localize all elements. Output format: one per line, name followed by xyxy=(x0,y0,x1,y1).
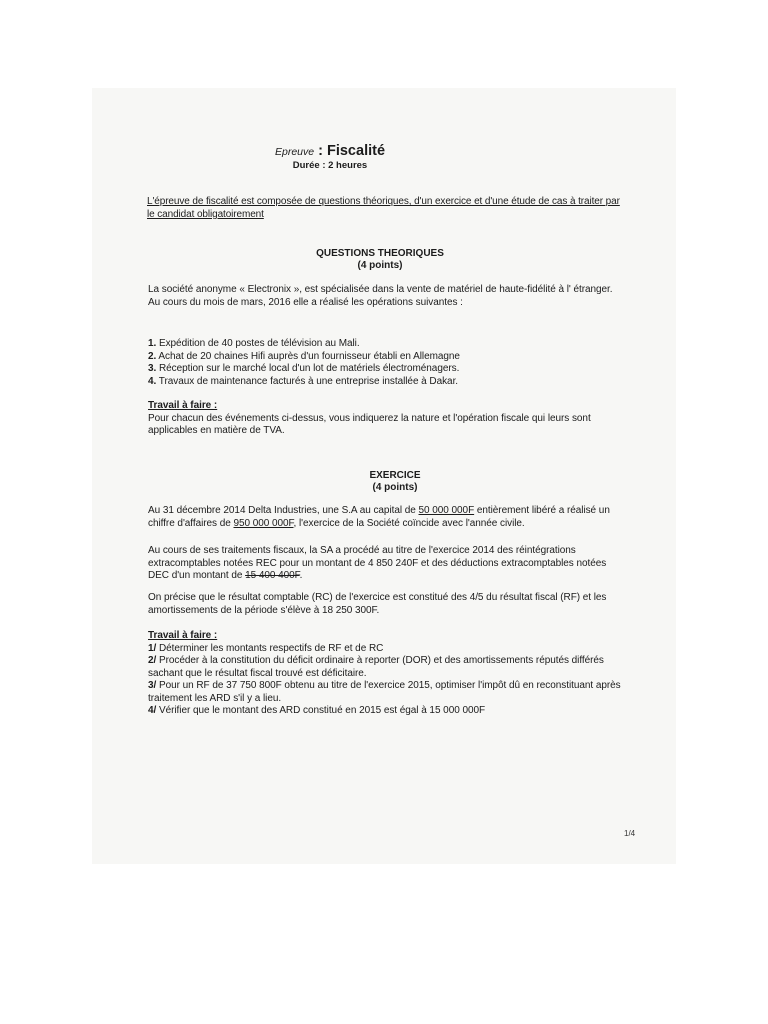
title-separator: : xyxy=(314,143,327,159)
task-number: 2/ xyxy=(148,655,157,666)
list-item-number: 1. xyxy=(148,338,157,349)
list-item-text: Travaux de maintenance facturés à une entreprise installée à Dakar. xyxy=(156,375,459,387)
exercise-p1-text-c: , l'exercice de la Société coïncide avec l'année civile. xyxy=(293,517,525,529)
list-item-text: Réception sur le marché local d'un lot de matériels électroménagers. xyxy=(156,363,460,374)
title-subject: Fiscalité xyxy=(326,143,386,159)
exercise-work-title: Travail à faire : xyxy=(148,630,218,641)
exercise-work-block xyxy=(148,630,622,718)
questions-heading: QUESTIONS THEORIQUES xyxy=(316,248,444,259)
list-item-number: 2. xyxy=(148,350,157,362)
questions-work-block xyxy=(148,400,618,438)
task-text: Vérifier que le montant des ARD constitué en 2015 est égal à 15 000 000F xyxy=(156,705,486,716)
turnover-amount: 950 000 000F xyxy=(233,517,294,529)
list-item-text: Expédition de 40 postes de télévision au Mali. xyxy=(156,338,360,349)
list-item xyxy=(148,338,628,351)
questions-body xyxy=(148,284,620,309)
task-number: 4/ xyxy=(148,705,157,716)
list-item xyxy=(148,351,628,364)
exercise-p1-text-b: entièrement libéré a réalisé un chiffre d'affaires de xyxy=(148,505,610,529)
operations-list-block xyxy=(148,338,628,388)
exercise-heading: EXERCICE xyxy=(369,470,421,481)
questions-work-text: Pour chacun des événements ci-dessus, vous indiquerez la nature et l'opération fiscale qui leurs sont applicables en matière de TVA. xyxy=(148,412,591,436)
list-item-number: 3. xyxy=(148,363,157,374)
task-text: Pour un RF de 37 750 800F obtenu au titre de l'exercice 2015, optimiser l'impôt dû en reconstituant après traitement les ARD s'il y a lieu. xyxy=(148,680,621,704)
operations-intro: Au cours du mois de mars, 2016 elle a réalisé les opérations suivantes : xyxy=(148,296,463,308)
exercise-points: (4 points) xyxy=(372,482,418,493)
task-text: Procéder à la constitution du déficit ordinaire à reporter (DOR) et des amortissements réputés différés sachant que le résultat fiscal trouvé est déficitaire. xyxy=(148,655,604,679)
list-item xyxy=(148,363,628,376)
operations-list xyxy=(148,338,628,388)
task-number: 3/ xyxy=(148,680,157,691)
task-number: 1/ xyxy=(148,642,157,654)
task-text: Déterminer les montants respectifs de RF et de RC xyxy=(156,642,384,654)
exercise-p2-text-b: . xyxy=(299,570,303,581)
exercise-paragraph-1 xyxy=(148,505,622,530)
page-number: 1/4 xyxy=(624,829,636,838)
dec-amount: 15 400 400F xyxy=(245,570,300,581)
exercise-heading-block xyxy=(245,470,545,494)
list-item-number: 4. xyxy=(148,375,157,387)
capital-amount: 50 000 000F xyxy=(418,505,475,516)
questions-points: (4 points) xyxy=(357,260,403,271)
questions-heading-block xyxy=(230,248,530,272)
title-prefix: Epreuve xyxy=(274,146,315,158)
list-item xyxy=(148,376,628,389)
list-item xyxy=(148,680,622,705)
list-item xyxy=(148,705,622,718)
exercise-p2-text-a: Au cours de ses traitements fiscaux, la SA a procédé au titre de l'exercice 2014 des réintégrations extracomptables notées REC pour un montant de 4 850 240F et des déductions extracomptables notées DEC d'un montant de xyxy=(148,545,607,581)
exercise-p1-text-a: Au 31 décembre 2014 Delta Industries, une S.A au capital de xyxy=(148,505,419,516)
exam-duration: Durée : 2 heures xyxy=(292,160,368,171)
exercise-paragraph-2 xyxy=(148,545,622,583)
exercise-paragraph-3: On précise que le résultat comptable (RC) de l'exercice est constitué des 4/5 du résultat fiscal (RF) et les amortissements de la période s'élève à 18 250 300F. xyxy=(148,592,607,616)
company-description: La société anonyme « Electronix », est spécialisée dans la vente de matériel de haute-fidélité à l' étranger. xyxy=(148,284,613,295)
questions-work-title: Travail à faire : xyxy=(148,400,218,411)
exam-title xyxy=(180,142,480,160)
list-item xyxy=(148,655,622,680)
list-item xyxy=(148,643,622,656)
intro-paragraph: L'épreuve de fiscalité est composée de questions théoriques, d'un exercice et d'une étude de cas à traiter par le candidat obligatoirement xyxy=(147,196,620,220)
list-item-text: Achat de 20 chaines Hifi auprès d'un fournisseur établi en Allemagne xyxy=(156,350,460,362)
